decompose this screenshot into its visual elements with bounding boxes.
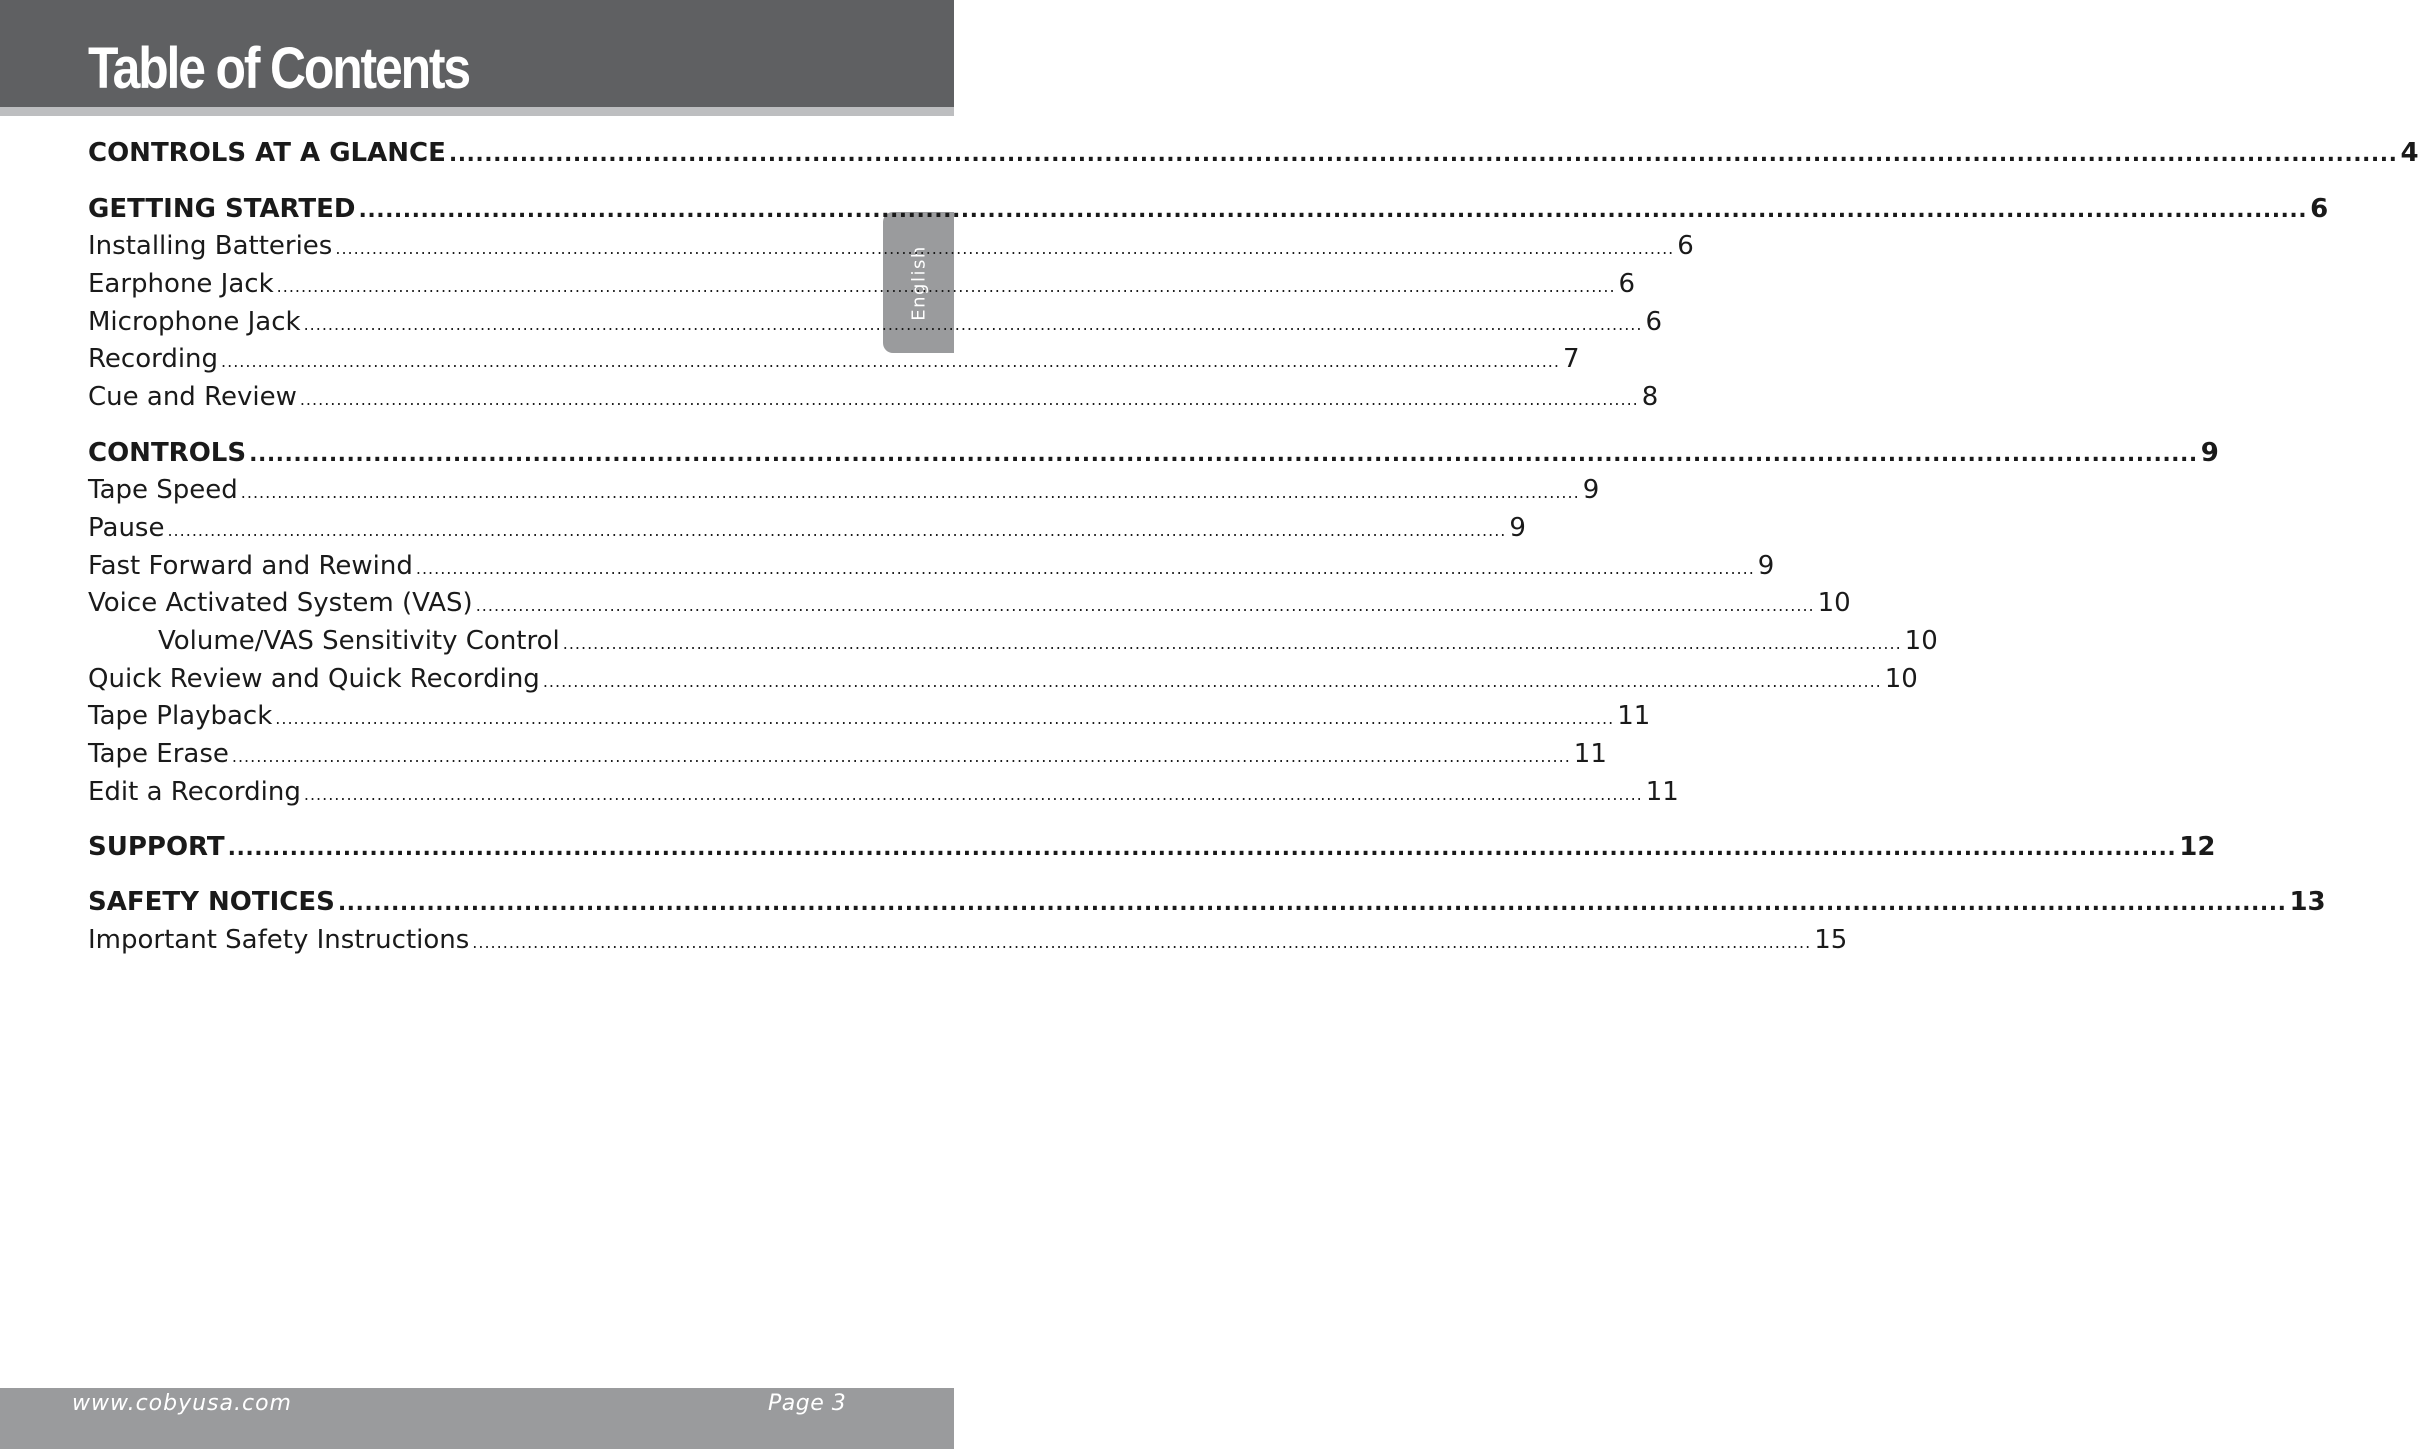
toc-entry <box>88 382 1659 418</box>
toc-dot-leader: ............................................................................................................................................................................................................................ <box>167 521 1507 540</box>
toc-entry <box>88 475 1600 511</box>
toc-entry-title: Tape Playback <box>88 701 273 731</box>
toc-entry-title: Installing Batteries <box>88 231 333 261</box>
toc-dot-leader: ............................................................................................................................................................................................................................ <box>475 596 1815 615</box>
toc-entry-page: 6 <box>1645 307 1663 337</box>
toc-dot-leader: ............................................................................................................................................................................................................................ <box>303 785 1643 804</box>
toc-dot-leader: ............................................................................................................................................................................................................................ <box>542 672 1882 691</box>
toc-dot-leader: ............................................................................................................................................................................................................................ <box>472 933 1812 952</box>
toc-entry-page: 13 <box>2289 887 2326 917</box>
toc-entry <box>88 777 1679 813</box>
toc-entry-page: 8 <box>1641 382 1659 412</box>
toc-dot-leader: ............................................................................................................................................................................................................................ <box>562 634 1902 653</box>
toc-entry-title: Earphone Jack <box>88 269 274 299</box>
toc-entry-title: Fast Forward and Rewind <box>88 551 413 581</box>
toc-entry <box>88 887 2326 923</box>
toc-entry <box>88 739 1607 775</box>
toc-entry-title: SAFETY NOTICES <box>88 887 335 917</box>
toc-dot-leader: ............................................................................................................................................................................................................................ <box>299 390 1639 409</box>
toc-entry-page: 7 <box>1562 344 1580 374</box>
toc-entry-page: 11 <box>1645 777 1679 807</box>
toc-entry <box>88 925 1848 961</box>
footer-page-number: Page 3 <box>768 1391 847 1416</box>
toc-dot-leader: ............................................................................................................................................................................................................................ <box>337 891 2287 916</box>
toc-entry <box>88 551 1775 587</box>
toc-entry-page: 10 <box>1904 626 1938 656</box>
toc-dot-leader: ............................................................................................................................................................................................................................ <box>415 559 1755 578</box>
toc-entry-title: CONTROLS AT A GLANCE <box>88 138 446 168</box>
toc-entry-title: CONTROLS <box>88 438 247 468</box>
toc-entry-title: Voice Activated System (VAS) <box>88 588 473 618</box>
toc-dot-leader: ............................................................................................................................................................................................................................ <box>303 315 1643 334</box>
toc-entry-title: Pause <box>88 513 165 543</box>
toc-entry-title: Quick Review and Quick Recording <box>88 664 540 694</box>
toc-entry-title: GETTING STARTED <box>88 194 356 224</box>
toc-entry-page: 10 <box>1884 664 1918 694</box>
toc-entry <box>88 664 1918 700</box>
toc-entry-title: Edit a Recording <box>88 777 301 807</box>
toc-dot-leader: ............................................................................................................................................................................................................................ <box>358 198 2308 223</box>
toc-entry-page: 11 <box>1573 739 1607 769</box>
toc-entry-page: 6 <box>1618 269 1636 299</box>
toc-entry-page: 11 <box>1617 701 1651 731</box>
toc-dot-leader: ............................................................................................................................................................................................................................ <box>275 709 1615 728</box>
toc-entry-page: 6 <box>2310 194 2329 224</box>
toc-entry-page: 15 <box>1814 925 1848 955</box>
toc-entry <box>88 832 2216 868</box>
toc-dot-leader: ............................................................................................................................................................................................................................ <box>448 142 2398 167</box>
toc-entry-page: 4 <box>2400 138 2419 168</box>
toc-entry-page: 9 <box>1757 551 1775 581</box>
page-title: Table of Contents <box>88 36 469 101</box>
toc-entry-page: 9 <box>2200 438 2219 468</box>
toc-entry <box>158 626 1938 662</box>
toc-entry-page: 12 <box>2179 832 2216 862</box>
toc-entry <box>88 194 2329 230</box>
toc-entry-title: Tape Erase <box>88 739 229 769</box>
toc-entry-page: 9 <box>1509 513 1526 543</box>
toc-entry-title: SUPPORT <box>88 832 225 862</box>
toc-entry-page: 9 <box>1582 475 1600 505</box>
toc-dot-leader: ............................................................................................................................................................................................................................ <box>231 747 1571 766</box>
toc-entry-title: Volume/VAS Sensitivity Control <box>158 626 560 656</box>
toc-dot-leader: ............................................................................................................................................................................................................................ <box>227 836 2177 861</box>
toc-entry-title: Microphone Jack <box>88 307 301 337</box>
toc-entry-title: Tape Speed <box>88 475 238 505</box>
toc-dot-leader: ............................................................................................................................................................................................................................ <box>276 277 1616 296</box>
toc-entry <box>88 588 1851 624</box>
toc-entry <box>88 138 2419 174</box>
toc-dot-leader: ............................................................................................................................................................................................................................ <box>221 352 1560 371</box>
toc-entry-title: Important Safety Instructions <box>88 925 470 955</box>
toc-entry-title: Recording <box>88 344 219 374</box>
toc-entry <box>88 701 1651 737</box>
toc-entry <box>88 307 1663 343</box>
toc-entry <box>88 438 2219 474</box>
toc-entry <box>88 513 1526 549</box>
header-divider <box>0 107 954 116</box>
toc-dot-leader: ............................................................................................................................................................................................................................ <box>240 483 1580 502</box>
toc-entry <box>88 269 1636 305</box>
toc-entry-page: 10 <box>1817 588 1851 618</box>
toc-entry <box>88 344 1580 380</box>
toc-entry-page: 6 <box>1677 231 1694 261</box>
toc-entry <box>88 231 1694 267</box>
toc-entry-title: Cue and Review <box>88 382 297 412</box>
footer-url: www.cobyusa.com <box>72 1391 292 1416</box>
language-tab-label: English <box>908 244 929 321</box>
toc-dot-leader: ............................................................................................................................................................................................................................ <box>335 239 1675 258</box>
toc-dot-leader: ............................................................................................................................................................................................................................ <box>249 442 2198 467</box>
